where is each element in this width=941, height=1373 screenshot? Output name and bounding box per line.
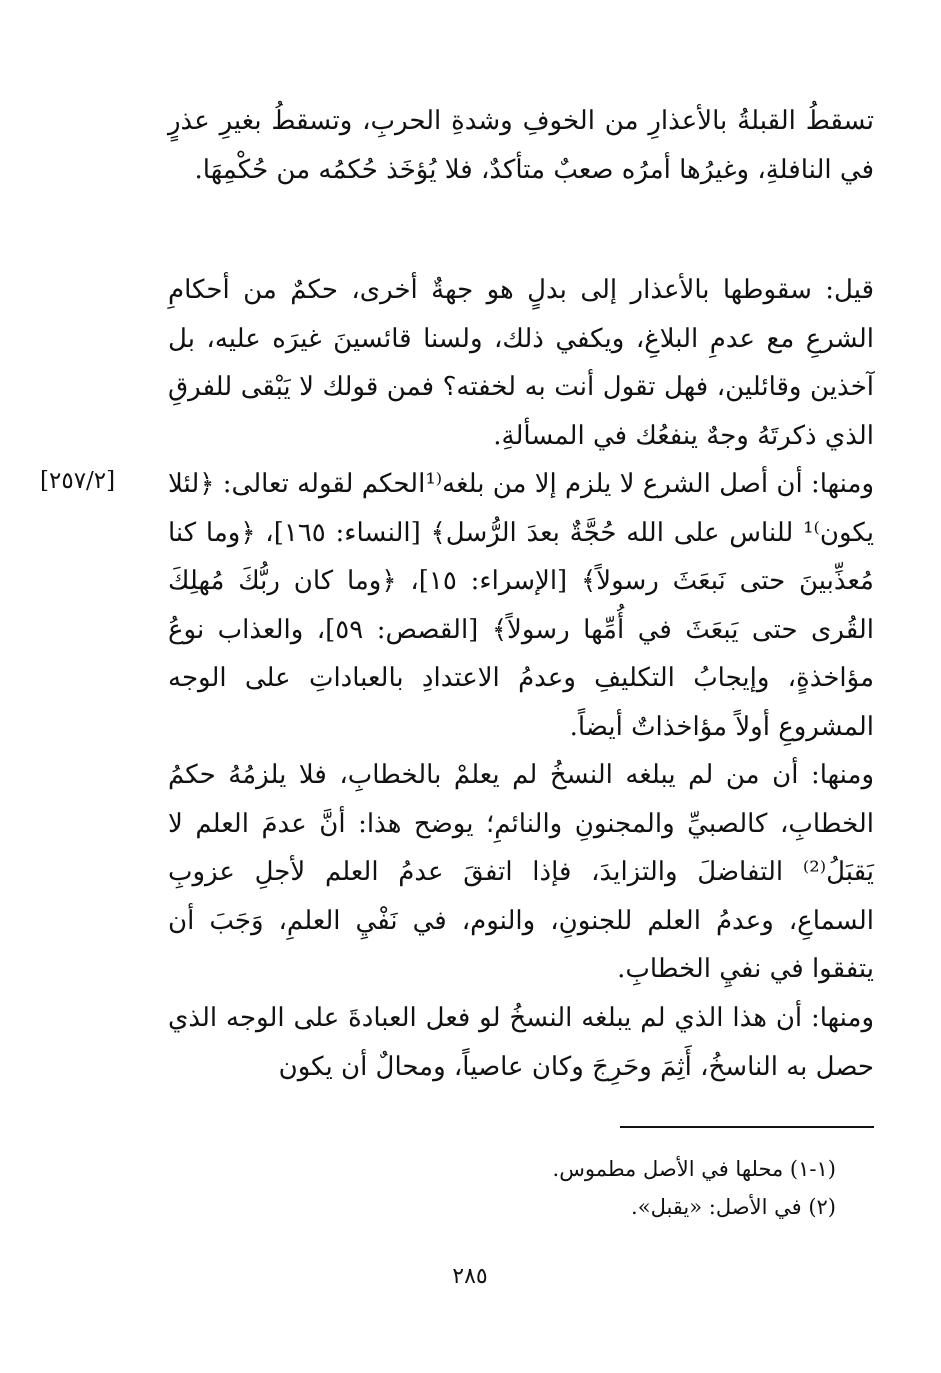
paragraph-1: تسقطُ القبلةُ بالأعذارِ من الخوفِ وشدةِ الحربِ، وتسقطُ بغيرِ عذرٍ في النافلةِ، وغيرُها أمرُه صعبٌ متأكدٌ، فلا يُؤخَذ حُكمُه من حُكْمِهَا.	[168, 106, 874, 185]
footnote-1: (١-١) محلها في الأصل مطموس.	[552, 1157, 836, 1181]
footnotes	[300, 1150, 836, 1226]
paragraph-3: ومنها: أن أصل الشرع لا يلزم إلا من بلغه⁽¹الحكم لقوله تعالى: ﴿لئلا يكون⁾¹ للناس على الله حُجَّةٌ بعدَ الرُّسل﴾ [النساء: ١٦٥]، ﴿وما كنا مُعذِّبينَ حتى نَبعَثَ رسولاً﴾ [الإسراء: ١٥]، ﴿وما كان ربُّكَ مُهلِكَ القُرى حتى يَبعَثَ في أُمِّها رسولاً﴾ [القصص: ٥٩]، والعذاب نوعُ مؤاخذةٍ، وإيجابُ التكليفِ وعدمُ الاعتدادِ بالعباداتِ على الوجه المشروعِ أولاً مؤاخذاتٌ أيضاً.	[168, 469, 875, 742]
paragraph-4: ومنها: أن من لم يبلغه النسخُ لم يعلمْ بالخطابِ، فلا يلزمُهُ حكمُ الخطابِ، كالصبيِّ والمجنونِ والنائمِ؛ يوضح هذا: أنَّ عدمَ العلم لا يَقبَلُ⁽²⁾ التفاضلَ والتزايدَ، فإذا اتفقَ عدمُ العلم لأجلِ عزوبِ السماعِ، وعدمُ العلم للجنونِ، والنوم، في نَفْيِ العلمِ، وَجَبَ أن يتفقوا في نفيِ الخطابِ.	[168, 760, 874, 984]
footnote-divider	[620, 1126, 874, 1128]
footnote-2: (٢) في الأصل: «يقبل».	[631, 1195, 836, 1219]
page-number: ٢٨٥	[452, 1264, 488, 1289]
paragraph-2: قيل: سقوطها بالأعذار إلى بدلٍ هو جهةٌ أخرى، حكمٌ من أحكامِ الشرعِ مع عدمِ البلاغِ، ويكفي ذلك، ولسنا قائسينَ غيرَه عليه، بل آخذين وقائلين، فهل تقول أنت به لخفته؟ فمن قولك لا يَبْقى للفرقِ الذي ذكرتَهُ وجهٌ ينفعُك في المسألةِ.	[168, 275, 874, 451]
margin-page-reference: [٢٥٧/٢]	[40, 468, 116, 494]
paragraph-5: ومنها: أن هذا الذي لم يبلغه النسخُ لو فعل العبادةَ على الوجه الذي حصل به الناسخُ، أَثِمَ وحَرِجَ وكان عاصياً، ومحالٌ أن يكون	[168, 1003, 874, 1082]
